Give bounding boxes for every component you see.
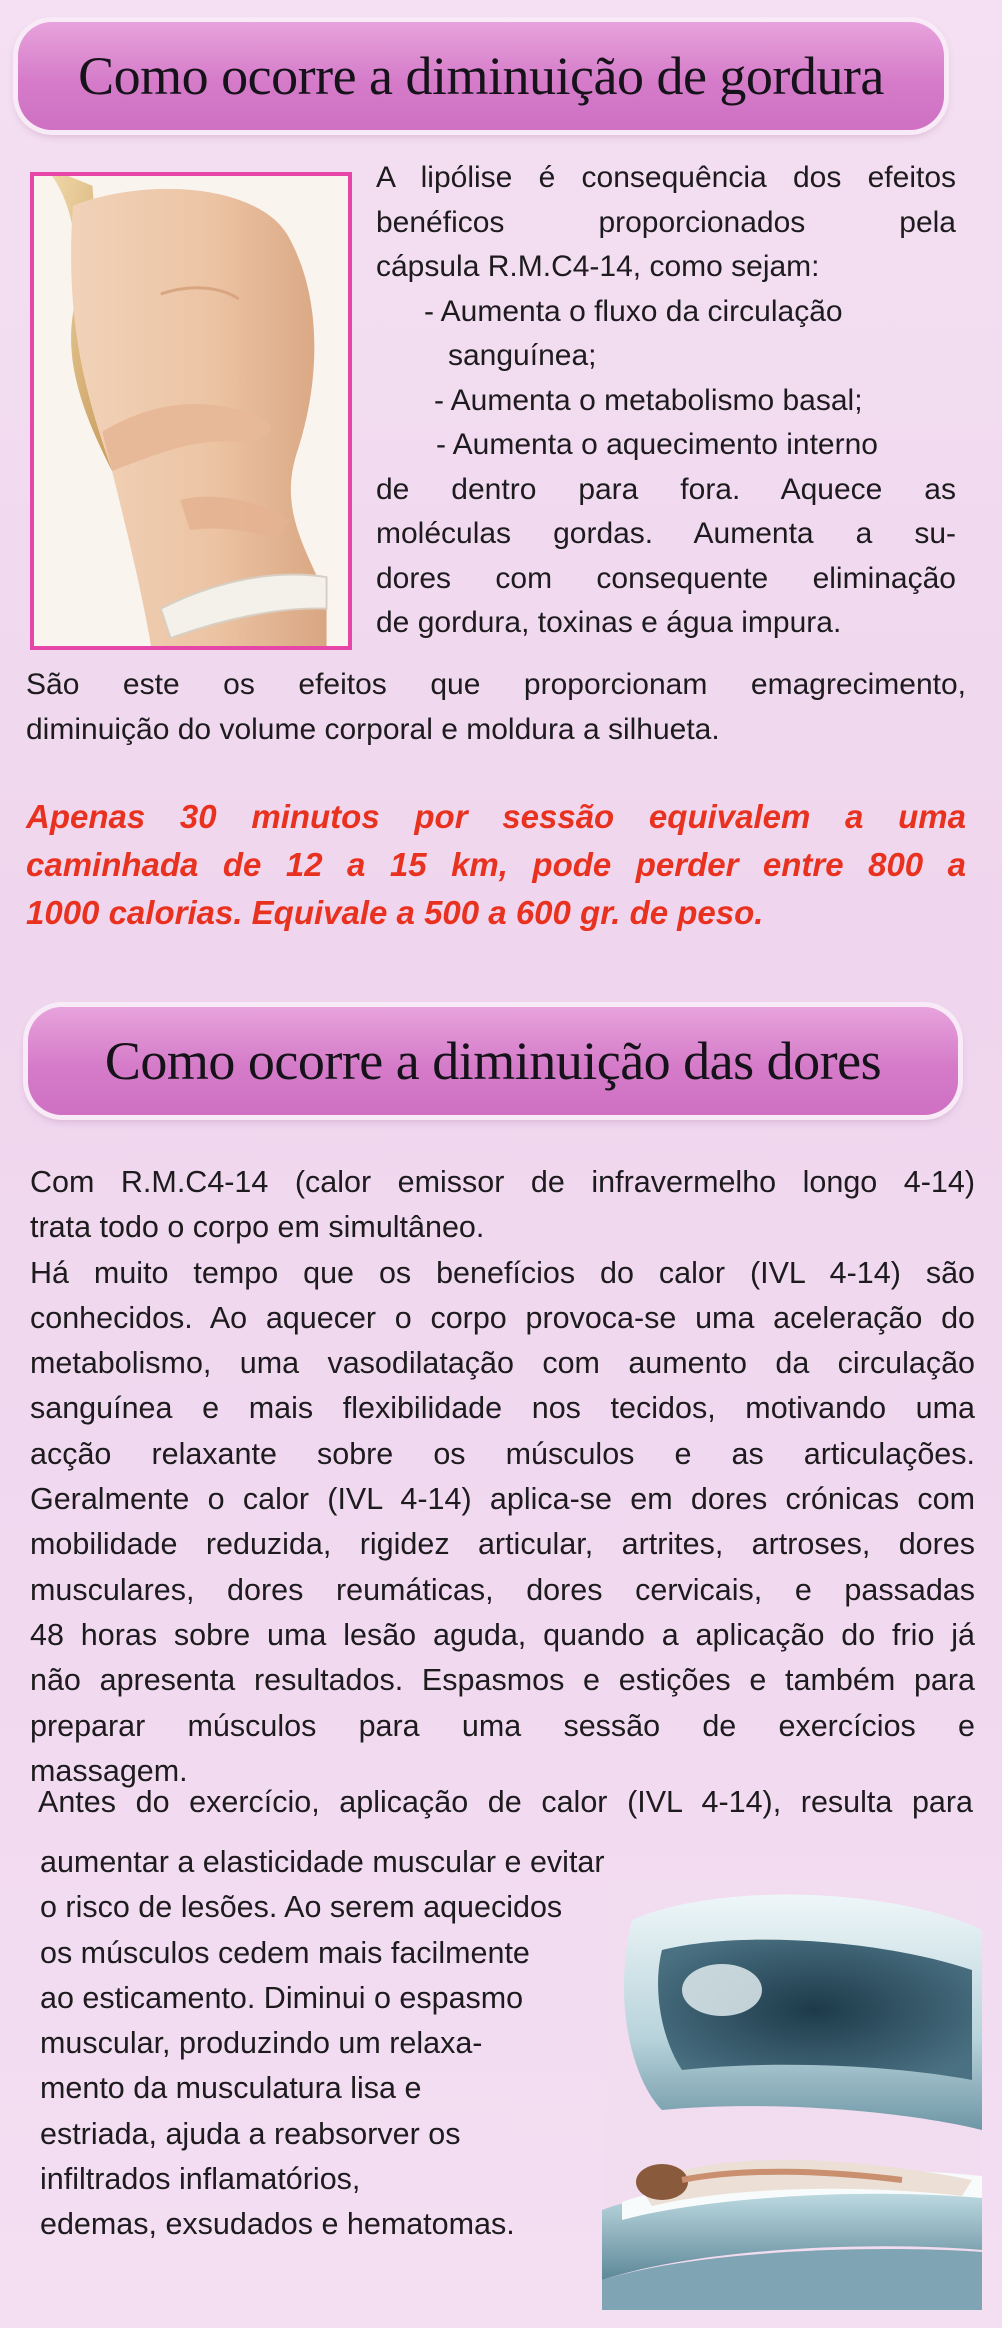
woman-torso-photo	[30, 172, 352, 650]
body-line: metabolismo, uma vasodilatação com aumento da circulação	[30, 1346, 975, 1381]
body-line: conhecidos. Ao aquecer o corpo provoca-se uma aceleração do	[30, 1300, 975, 1335]
tail-line: os músculos cedem mais facilmente	[40, 1935, 530, 1970]
tail-first-line: Antes do exercício, aplicação de calor (IVL 4-14), resulta para	[38, 1785, 973, 1819]
intro-line: sanguínea;	[448, 339, 597, 372]
body-line: acção relaxante sobre os músculos e as articulações.	[30, 1436, 975, 1471]
body-line: Com R.M.C4-14 (calor emissor de infravermelho longo 4-14)	[30, 1165, 975, 1199]
sauna-capsule-illustration	[602, 1880, 982, 2310]
section2-banner	[28, 1007, 958, 1115]
body-line: preparar músculos para uma sessão de exercícios e	[30, 1708, 975, 1743]
section1-banner	[18, 22, 944, 130]
body-line: musculares, dores reumáticas, dores cervicais, e passadas	[30, 1572, 975, 1607]
tail-line: aumentar a elasticidade muscular e evitar	[40, 1845, 605, 1879]
body-line: mobilidade reduzida, rigidez articular, artrites, artroses, dores	[30, 1527, 975, 1562]
body-line: trata todo o corpo em simultâneo.	[30, 1210, 485, 1245]
intro-line: A lipólise é consequência dos efeitos	[376, 161, 956, 194]
intro-bullet: - Aumenta o fluxo da circulação	[424, 294, 843, 328]
tail-line: infiltrados inflamatórios,	[40, 2162, 361, 2197]
section1-title: Como ocorre a diminuição de gordura	[78, 46, 884, 106]
intro-bullet: - Aumenta o aquecimento interno	[436, 428, 878, 461]
intro-line: benéficos proporcionados pela	[376, 205, 956, 239]
section1-outro	[26, 663, 966, 752]
outro-line: São este os efeitos que proporcionam emagrecimento,	[26, 668, 966, 701]
tail-line: ao esticamento. Diminui o espasmo	[40, 1980, 524, 2015]
body-line: 48 horas sobre uma lesão aguda, quando a aplicação do frio já	[30, 1617, 975, 1652]
intro-line: dores com consequente eliminação	[376, 561, 956, 595]
body-line: sanguínea e mais flexibilidade nos tecidos, motivando uma	[30, 1391, 975, 1426]
outro-line: diminuição do volume corporal e moldura a silhueta.	[26, 712, 720, 746]
tail-line: edemas, exsudados e hematomas.	[40, 2207, 515, 2242]
section1-intro	[376, 156, 956, 646]
highlight-line: caminhada de 12 a 15 km, pode perder entre 800 a	[26, 846, 966, 883]
intro-line: moléculas gordas. Aumenta a su-	[376, 517, 956, 550]
intro-line: de dentro para fora. Aquece as	[376, 472, 956, 506]
sauna-capsule-photo	[602, 1880, 982, 2310]
body-line: Há muito tempo que os benefícios do calor (IVL 4-14) são	[30, 1255, 975, 1290]
body-line: massagem.	[30, 1753, 188, 1788]
section2-body	[30, 1160, 975, 1794]
tail-line: o risco de lesões. Ao serem aquecidos	[40, 1890, 563, 1925]
intro-line: cápsula R.M.C4-14, como sejam:	[376, 250, 820, 283]
intro-bullet: - Aumenta o metabolismo basal;	[434, 383, 863, 417]
section2-title: Como ocorre a diminuição das dores	[104, 1031, 882, 1091]
section2-tail	[38, 1785, 973, 2248]
body-line: não apresenta resultados. Espasmos e estições e também para	[30, 1663, 975, 1698]
tail-line: mento da musculatura lisa e	[40, 2071, 422, 2106]
intro-line: de gordura, toxinas e água impura.	[376, 606, 842, 639]
calories-highlight	[26, 793, 966, 937]
tail-line: estriada, ajuda a reabsorver os	[40, 2116, 461, 2151]
tail-line: muscular, produzindo um relaxa-	[40, 2026, 483, 2061]
highlight-line: Apenas 30 minutos por sessão equivalem a uma	[26, 798, 966, 835]
highlight-line: 1000 calorias. Equivale a 500 a 600 gr. de peso.	[26, 894, 764, 931]
body-line: Geralmente o calor (IVL 4-14) aplica-se em dores crónicas com	[30, 1482, 975, 1517]
woman-torso-illustration	[34, 176, 348, 646]
